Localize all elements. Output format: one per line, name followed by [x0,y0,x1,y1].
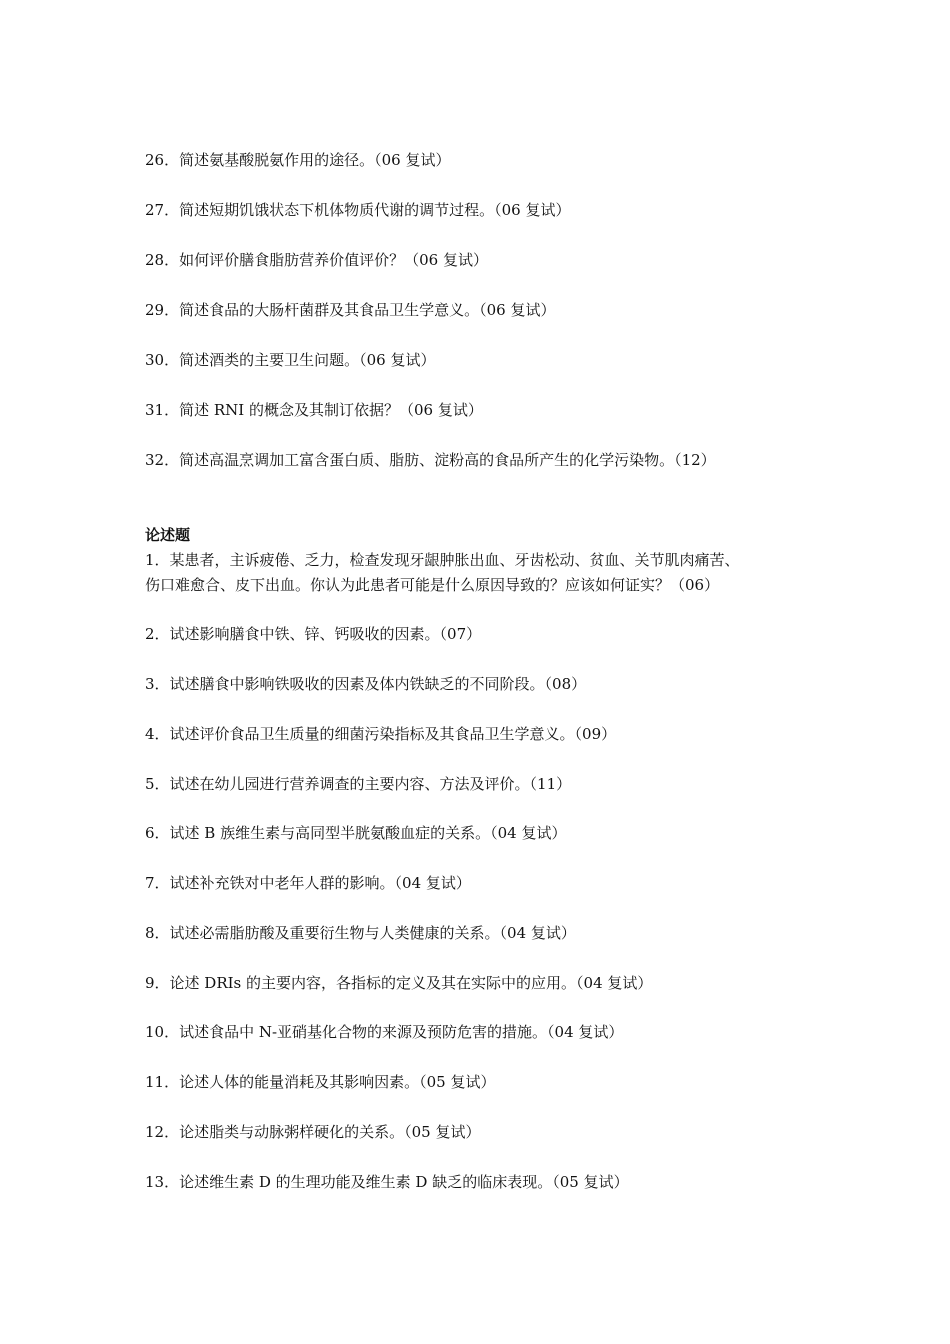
essay-question-5: 5．试述在幼儿园进行营养调查的主要内容、方法及评价。（11） [145,775,572,793]
essay-question-4: 4．试述评价食品卫生质量的细菌污染指标及其食品卫生学意义。（09） [145,725,617,743]
question-30: 30．简述酒类的主要卫生问题。（06 复试） [145,351,436,369]
essay-section-heading: 论述题 [145,526,191,544]
question-31: 31．简述 RNI 的概念及其制订依据？（06 复试） [145,401,483,419]
essay-question-1-line-1: 1．某患者，主诉疲倦、乏力，检查发现牙龈肿胀出血、牙齿松动、贫血、关节肌肉痛苦、 [145,551,740,569]
essay-question-1-line-2: 伤口难愈合、皮下出血。你认为此患者可能是什么原因导致的？应该如何证实？（06） [145,576,720,594]
question-27: 27．简述短期饥饿状态下机体物质代谢的调节过程。（06 复试） [145,201,571,219]
essay-question-7: 7．试述补充铁对中老年人群的影响。（04 复试） [145,874,471,892]
essay-question-8: 8．试述必需脂肪酸及重要衍生物与人类健康的关系。（04 复试） [145,924,576,942]
essay-question-3: 3．试述膳食中影响铁吸收的因素及体内铁缺乏的不同阶段。（08） [145,675,587,693]
question-26: 26．简述氨基酸脱氨作用的途径。（06 复试） [145,151,451,169]
question-32: 32．简述高温烹调加工富含蛋白质、脂肪、淀粉高的食品所产生的化学污染物。（12） [145,451,716,469]
essay-question-9: 9．论述 DRIs 的主要内容，各指标的定义及其在实际中的应用。（04 复试） [145,974,653,992]
question-29: 29．简述食品的大肠杆菌群及其食品卫生学意义。（06 复试） [145,301,556,319]
essay-question-6: 6．试述 B 族维生素与高同型半胱氨酸血症的关系。（04 复试） [145,824,567,842]
essay-question-12: 12．论述脂类与动脉粥样硬化的关系。（05 复试） [145,1123,481,1141]
essay-question-10: 10．试述食品中 N-亚硝基化合物的来源及预防危害的措施。（04 复试） [145,1023,624,1041]
essay-question-2: 2．试述影响膳食中铁、锌、钙吸收的因素。（07） [145,625,482,643]
essay-question-13: 13．论述维生素 D 的生理功能及维生素 D 缺乏的临床表现。（05 复试） [145,1173,629,1191]
essay-question-11: 11．论述人体的能量消耗及其影响因素。（05 复试） [145,1073,496,1091]
question-28: 28．如何评价膳食脂肪营养价值评价？（06 复试） [145,251,488,269]
